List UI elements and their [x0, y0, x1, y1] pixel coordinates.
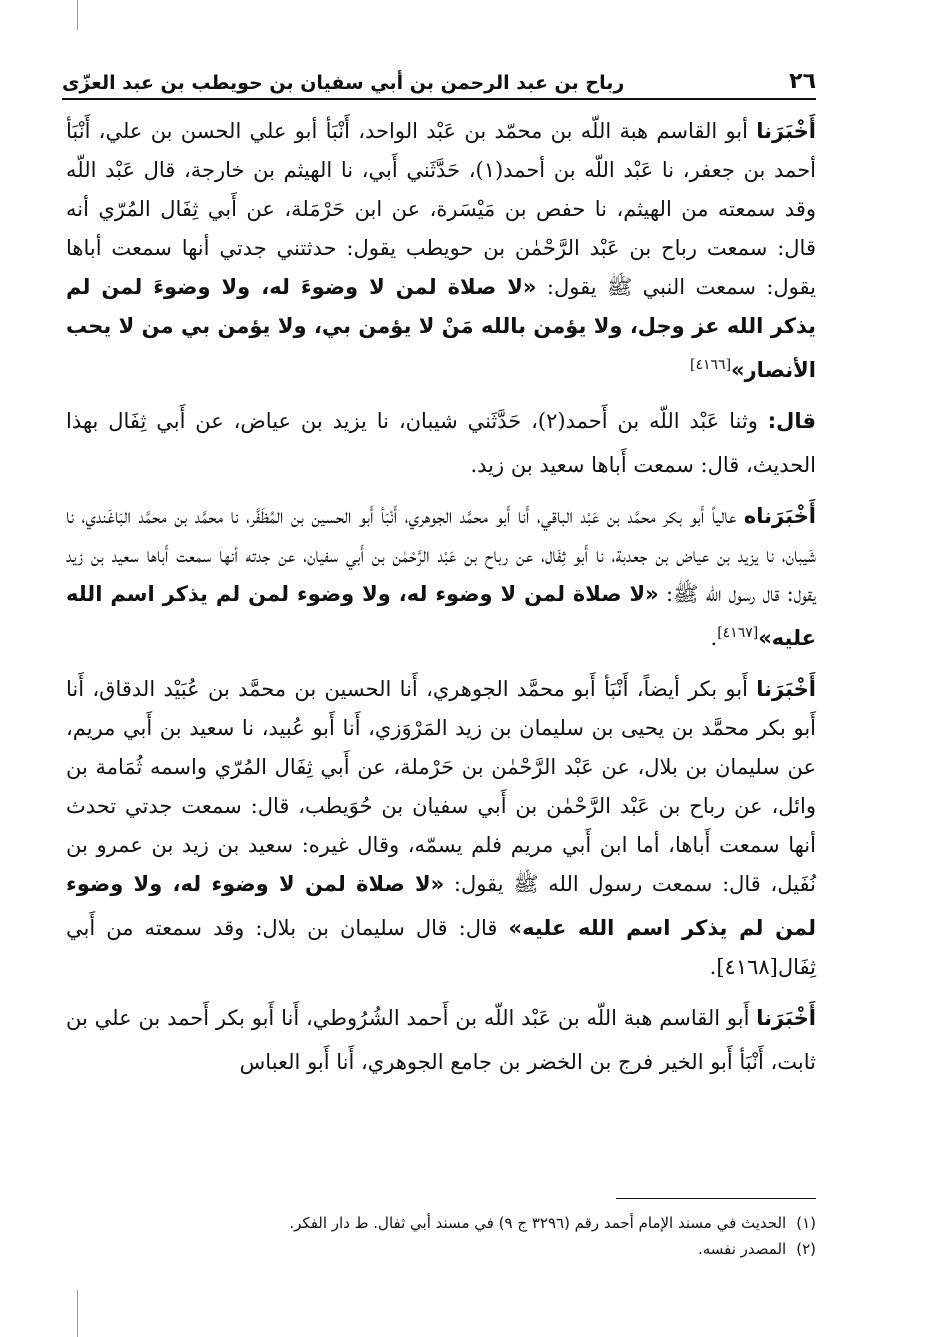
main-text — [66, 112, 816, 1094]
paragraph — [66, 112, 816, 390]
footnote-rule — [616, 1198, 816, 1199]
hadith-text: «لا صلاة لمن لا وضوء له، ولا وضوء لمن لم يذكر اسم الله عليه» — [66, 582, 816, 650]
page-header — [62, 56, 816, 94]
footnote — [66, 1236, 816, 1262]
paragraph-lead: أَخْبَرَناه — [743, 504, 816, 528]
paragraph-text: أبو القاسم هبة اللّه بن محمّد بن عَبْد الواحد، أَنْبَأ أبو علي الحسن بن علي، أَنْبَأ أحمد بن جعفر، نا عَبْد اللّه بن أحمد(١)، حَدَّثَني أَبي، نا الهيثم بن خارجة، قال عَبْد اللّه وقد سمعته من الهيثم، نا حفص بن مَيْسَرة، عن ابن حَرْمَلة، عن أَبي ثِفَال المُرّي أنه قال: سمعت رباح بن عَبْد الرَّحْمٰن بن حويطب يقول: حدثتني جدتي أنها سمعت أباها يقول: سمعت النبي ﷺ يقول: — [66, 119, 817, 299]
paragraph-text: أَبو القاسم هبة اللّه بن عَبْد اللّه بن أَحمد الشُرُوطي، أَنا أَبو بكر أَحمد بن علي بن ثابت، أَنْبَأ أَبو الخير فرج بن الخضر بن جامع الجوهري، أَنا أَبو العباس — [66, 1006, 816, 1074]
header-rule — [62, 98, 816, 100]
footnote — [66, 1210, 816, 1236]
hadith-text: «لا صلاة لمن لا وضوءَ له، ولا وضوءَ لمن لم يذكر الله عز وجل، ولا يؤمن بالله مَنْ لا يؤمن بي، ولا يؤمن بي من لا يحب الأنصار» — [66, 275, 816, 382]
paragraph-text: عالياً أَبو بكر محمَّد بن عَبْد الباقي، أَنا أَبو محمَّد الجوهري، أَنْبَأ أَبو الحسين بن المُظَفَّر، نا محمَّد بن محمَّد البَاغَندي، نا شَيبان، نا يزيد بن عياض بن جعدبة، نا أَبو ثِفَال، عن رباح بن عَبْد الرَّحْمٰن بن أَبي سفيان، عن جدته أنها سمعت أَباها سعيد بن زيد يقول: قال رسول الله ﷺ: — [66, 504, 816, 606]
footnote-number: (١) — [796, 1214, 816, 1232]
page-number: ٢٦ — [789, 69, 816, 94]
paragraph-tail: . — [710, 626, 718, 650]
paragraph — [66, 497, 816, 658]
hadith-number: [٤١٦٦] — [690, 357, 732, 373]
paragraph-lead: أَخْبَرَنا — [756, 119, 816, 143]
hadith-number: [٤١٦٧] — [717, 625, 759, 641]
scan-edge-line-bottom — [77, 1290, 78, 1337]
paragraph-text: وثنا عَبْد اللّه بن أَحمد(٢)، حَدَّثَني شيبان، نا يزيد بن عياض، عن أَبي ثِفَال بهذا الحديث، قال: سمعت أَباها سعيد بن زيد. — [66, 409, 816, 477]
paragraph-lead: أَخْبَرَنا — [756, 677, 816, 701]
paragraph — [66, 402, 816, 485]
running-title: رباح بن عبد الرحمن بن أبي سفيان بن حويطب بن عبد العزّى — [62, 72, 625, 94]
footnote-text: الحديث في مسند الإمام أحمد رقم (٣٢٩٦ ج ٩) في مسند أبي ثفال. ط دار الفكر. — [289, 1214, 787, 1232]
paragraph — [66, 999, 816, 1082]
scan-edge-line-top — [77, 0, 78, 30]
paragraph-text: أَبو بكر أيضاً، أَنْبَأ أَبو محمَّد الجوهري، أَنا الحسين بن محمَّد بن عُبَيْد الدقاق، أَنا أَبو بكر محمَّد بن يحيى بن سليمان بن زيد المَرْوَزي، أَنا أَبو عُبيد، نا سعيد بن أَبي مريم، عن سليمان بن بلال، عن عَبْد الرَّحْمٰن بن حَرْملة، عن أَبي ثِفَال المُرّي واسمه ثُمَامة بن وائل، عن رباح بن عَبْد الرَّحْمٰن بن أَبي سفيان بن حُوَيطب، قال: سمعت جدتي تحدث أنها سمعت أَباها، أما ابن أَبي مريم فلم يسمّه، وقال غيره: سعيد بن زيد بن عمرو بن نُفَيل، قال: سمعت رسول الله ﷺ يقول: — [66, 677, 816, 896]
paragraph-lead: قال: — [767, 409, 816, 433]
paragraph — [66, 670, 816, 987]
hadith-text: «لا صلاة لمن لا وضوء له، ولا وضوء لمن لم يذكر اسم الله عليه» — [66, 872, 816, 940]
paragraph-tail: قال: قال سليمان بن بلال: وقد سمعته من أَبي ثِفَال[٤١٦٨]. — [66, 916, 816, 979]
footnote-number: (٢) — [796, 1240, 816, 1258]
footnote-text: المصدر نفسه. — [697, 1240, 787, 1258]
footnotes — [66, 1210, 816, 1262]
paragraph-lead: أَخْبَرَنا — [756, 1006, 816, 1030]
